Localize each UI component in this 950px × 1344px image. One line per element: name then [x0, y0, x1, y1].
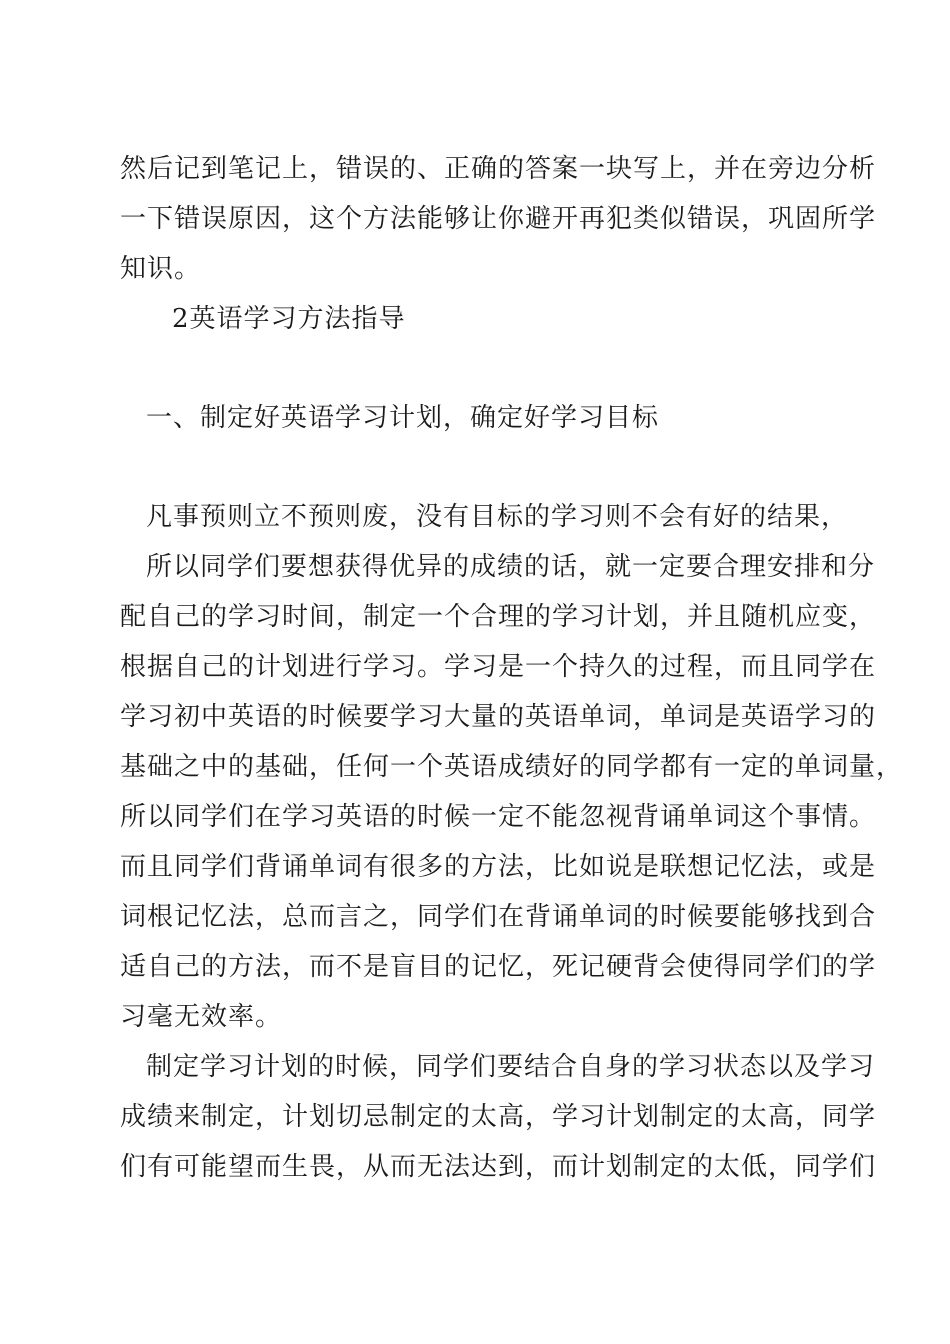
text-line: 一下错误原因，这个方法能够让你避开再犯类似错误，巩固所学	[120, 204, 877, 234]
text-line: 配自己的学习时间，制定一个合理的学习计划，并且随机应变，	[120, 602, 877, 632]
text-line: 们有可能望而生畏，从而无法达到，而计划制定的太低，同学们	[120, 1152, 877, 1182]
text-line: 所以同学们在学习英语的时候一定不能忽视背诵单词这个事情。	[120, 802, 877, 832]
text-line: 而且同学们背诵单词有很多的方法，比如说是联想记忆法，或是	[120, 852, 877, 882]
text-line: 习毫无效率。	[120, 1002, 283, 1032]
text-line: 适自己的方法，而不是盲目的记忆，死记硬背会使得同学们的学	[120, 952, 877, 982]
text-line: 知识。	[120, 254, 202, 284]
section-heading: 2英语学习方法指导	[172, 304, 406, 334]
text-line: 根据自己的计划进行学习。学习是一个持久的过程，而且同学在	[120, 652, 877, 682]
text-line: 制定学习计划的时候，同学们要结合自身的学习状态以及学习	[146, 1052, 876, 1082]
text-line: 基础之中的基础，任何一个英语成绩好的同学都有一定的单词量，	[120, 752, 904, 782]
text-line: 词根记忆法，总而言之，同学们在背诵单词的时候要能够找到合	[120, 902, 877, 932]
text-line: 所以同学们要想获得优异的成绩的话，就一定要合理安排和分	[146, 552, 876, 582]
text-line: 然后记到笔记上，错误的、正确的答案一块写上，并在旁边分析	[120, 154, 877, 184]
text-line: 学习初中英语的时候要学习大量的英语单词，单词是英语学习的	[120, 702, 877, 732]
text-line: 成绩来制定，计划切忌制定的太高，学习计划制定的太高，同学	[120, 1102, 877, 1132]
subsection-heading: 一、制定好英语学习计划，确定好学习目标	[146, 403, 660, 433]
text-line: 凡事预则立不预则废，没有目标的学习则不会有好的结果，	[146, 502, 849, 532]
